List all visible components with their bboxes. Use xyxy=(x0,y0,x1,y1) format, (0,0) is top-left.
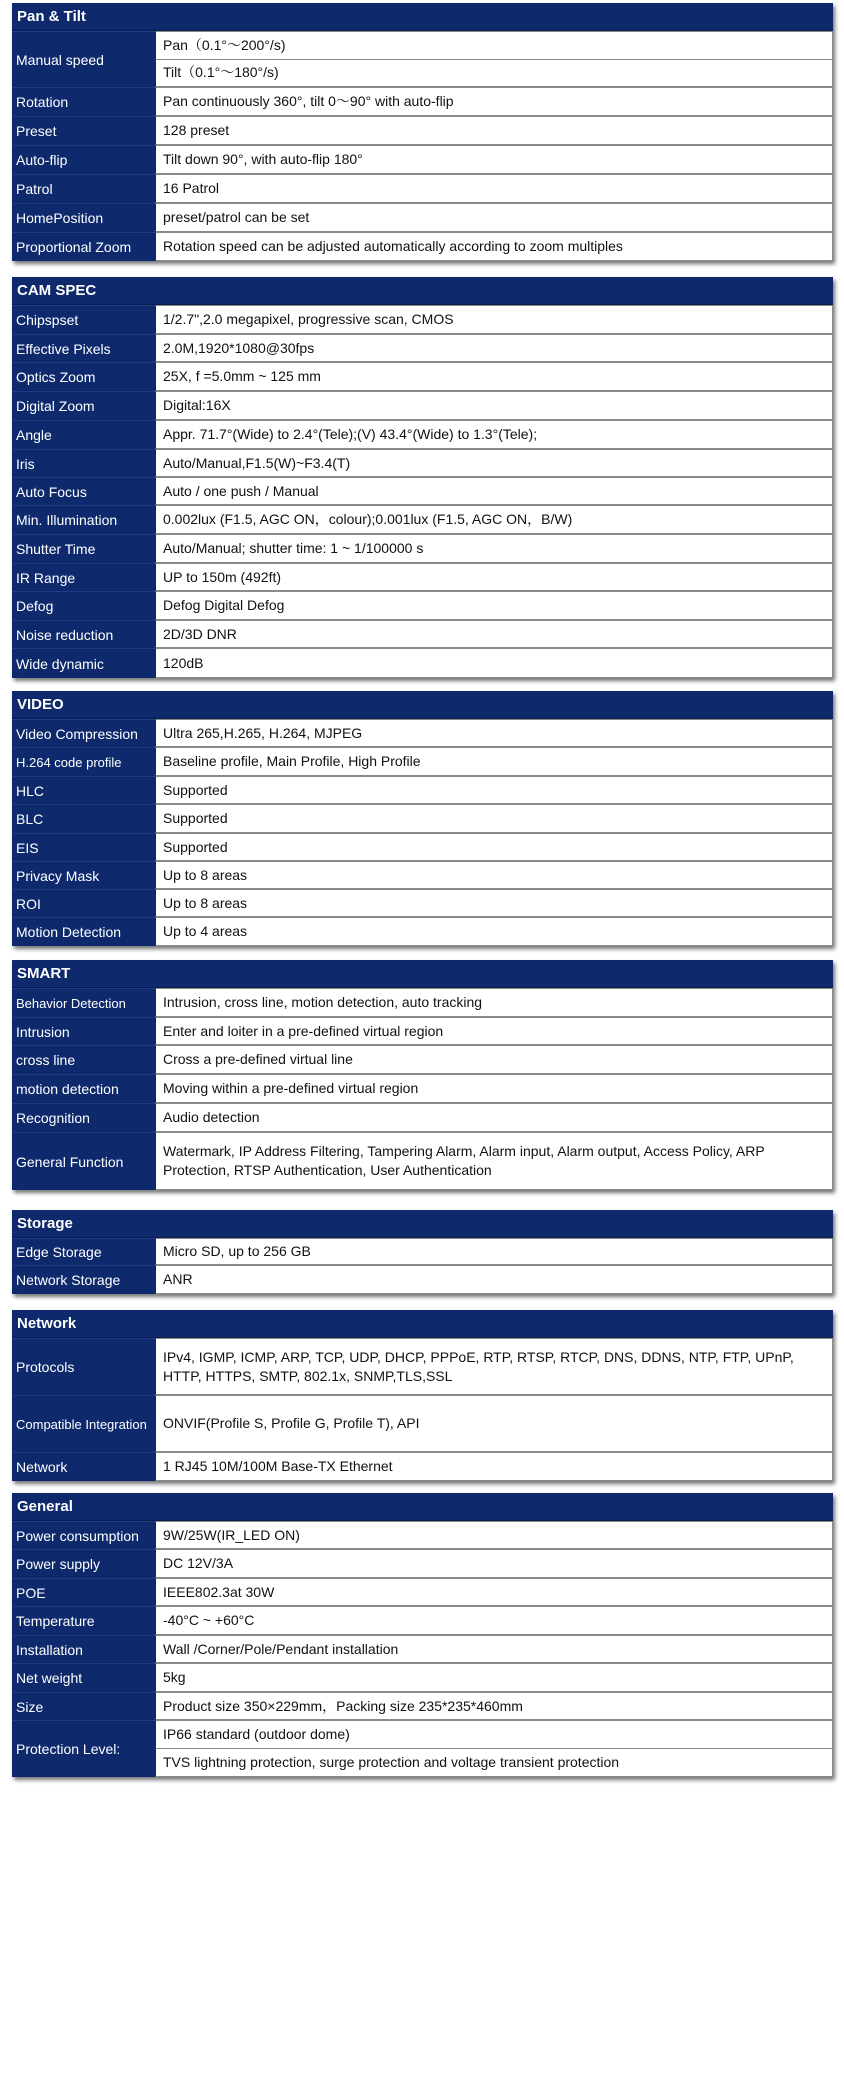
spec-value: Pan continuously 360°, tilt 0～90° with auto-flip xyxy=(155,87,833,116)
spec-value: Watermark, IP Address Filtering, Tampering Alarm, Alarm input, Alarm output, Access Policy, ARP Protection, RTSP Authentication, User Authentication xyxy=(155,1132,833,1190)
spec-row-protection-level xyxy=(12,1720,833,1777)
spec-values xyxy=(155,861,833,889)
spec-row-temperature xyxy=(12,1606,833,1635)
spec-row-compatible-integration xyxy=(12,1395,833,1452)
spec-row-manual-speed xyxy=(12,31,833,87)
spec-label: Patrol xyxy=(12,174,155,203)
spec-values xyxy=(155,420,833,449)
spec-values xyxy=(155,1452,833,1481)
spec-label: Auto Focus xyxy=(12,477,155,505)
spec-value: 16 Patrol xyxy=(155,174,833,203)
spec-row-net-weight xyxy=(12,1663,833,1692)
spec-row-chipspset xyxy=(12,305,833,334)
spec-value: 120dB xyxy=(155,648,833,678)
spec-label: Installation xyxy=(12,1635,155,1663)
spec-value: 25X, f =5.0mm ~ 125 mm xyxy=(155,362,833,391)
spec-label: Net weight xyxy=(12,1663,155,1692)
spec-values xyxy=(155,1606,833,1635)
spec-label: EIS xyxy=(12,833,155,861)
spec-row-preset xyxy=(12,116,833,145)
spec-values xyxy=(155,203,833,232)
spec-label: Shutter Time xyxy=(12,534,155,563)
spec-row-general-function xyxy=(12,1132,833,1190)
spec-row-defog xyxy=(12,591,833,620)
spec-row-optics-zoom xyxy=(12,362,833,391)
spec-label: Proportional Zoom xyxy=(12,232,155,261)
spec-values xyxy=(155,1635,833,1663)
spec-value: Wall /Corner/Pole/Pendant installation xyxy=(155,1635,833,1663)
spec-value: Cross a pre-defined virtual line xyxy=(155,1045,833,1074)
spec-label: Wide dynamic xyxy=(12,648,155,678)
section-cam-spec xyxy=(12,277,833,678)
spec-label: Rotation xyxy=(12,87,155,116)
spec-value: Tilt down 90°, with auto-flip 180° xyxy=(155,145,833,174)
spec-values xyxy=(155,1265,833,1294)
spec-row-blc xyxy=(12,804,833,833)
spec-label: Video Compression xyxy=(12,719,155,747)
section-title: SMART xyxy=(12,960,833,988)
spec-label: POE xyxy=(12,1578,155,1606)
spec-value: Up to 8 areas xyxy=(155,889,833,917)
spec-row-angle xyxy=(12,420,833,449)
spec-row-iris xyxy=(12,449,833,477)
spec-value: TVS lightning protection, surge protection and voltage transient protection xyxy=(155,1749,833,1777)
spec-value: Product size 350×229mm，Packing size 235*235*460mm xyxy=(155,1692,833,1720)
spec-value: IP66 standard (outdoor dome) xyxy=(155,1720,833,1749)
spec-values xyxy=(155,1521,833,1549)
spec-label: BLC xyxy=(12,804,155,833)
spec-values xyxy=(155,988,833,1017)
spec-row-ir-range xyxy=(12,563,833,591)
spec-value: Supported xyxy=(155,833,833,861)
spec-row-motion-detection xyxy=(12,1074,833,1103)
spec-value: Digital:16X xyxy=(155,391,833,420)
spec-values xyxy=(155,1017,833,1045)
spec-row-network-storage xyxy=(12,1265,833,1294)
spec-row-size xyxy=(12,1692,833,1720)
spec-label: Power supply xyxy=(12,1549,155,1578)
spec-label: Compatible Integration xyxy=(12,1395,155,1452)
spec-value: ANR xyxy=(155,1265,833,1294)
spec-row-auto-focus xyxy=(12,477,833,505)
spec-row-eis xyxy=(12,833,833,861)
spec-row-digital-zoom xyxy=(12,391,833,420)
spec-value: Enter and loiter in a pre-defined virtual region xyxy=(155,1017,833,1045)
spec-values xyxy=(155,1663,833,1692)
spec-values xyxy=(155,391,833,420)
spec-row-video-compression xyxy=(12,719,833,747)
spec-label: Iris xyxy=(12,449,155,477)
spec-label: Min. Illumination xyxy=(12,505,155,534)
spec-value: 2D/3D DNR xyxy=(155,620,833,648)
spec-values xyxy=(155,534,833,563)
spec-row-edge-storage xyxy=(12,1238,833,1265)
spec-label: Defog xyxy=(12,591,155,620)
spec-values xyxy=(155,174,833,203)
spec-row-intrusion xyxy=(12,1017,833,1045)
spec-label: Temperature xyxy=(12,1606,155,1635)
spec-label: General Function xyxy=(12,1132,155,1190)
spec-values xyxy=(155,305,833,334)
spec-row-h-264-code-profile xyxy=(12,747,833,776)
spec-values xyxy=(155,833,833,861)
spec-values xyxy=(155,232,833,261)
spec-value: IEEE802.3at 30W xyxy=(155,1578,833,1606)
spec-value: Defog Digital Defog xyxy=(155,591,833,620)
spec-values xyxy=(155,87,833,116)
spec-row-behavior-detection xyxy=(12,988,833,1017)
spec-row-auto-flip xyxy=(12,145,833,174)
spec-values xyxy=(155,917,833,946)
spec-value: DC 12V/3A xyxy=(155,1549,833,1578)
spec-row-privacy-mask xyxy=(12,861,833,889)
spec-value: 2.0M,1920*1080@30fps xyxy=(155,334,833,362)
spec-values xyxy=(155,1578,833,1606)
spec-value: Audio detection xyxy=(155,1103,833,1132)
spec-label: ROI xyxy=(12,889,155,917)
spec-row-power-consumption xyxy=(12,1521,833,1549)
spec-value: Pan（0.1°～200°/s) xyxy=(155,31,833,60)
spec-value: Appr. 71.7°(Wide) to 2.4°(Tele);(V) 43.4°(Wide) to 1.3°(Tele); xyxy=(155,420,833,449)
spec-label: Optics Zoom xyxy=(12,362,155,391)
section-storage xyxy=(12,1210,833,1294)
section-network xyxy=(12,1310,833,1481)
spec-value: IPv4, IGMP, ICMP, ARP, TCP, UDP, DHCP, PPPoE, RTP, RTSP, RTCP, DNS, DDNS, NTP, FTP, UPnP, HTTP, HTTPS, SMTP, 802.1x, SNMP,TLS,SSL xyxy=(155,1338,833,1395)
spec-row-rotation xyxy=(12,87,833,116)
spec-value: Up to 8 areas xyxy=(155,861,833,889)
spec-label: Digital Zoom xyxy=(12,391,155,420)
spec-row-effective-pixels xyxy=(12,334,833,362)
spec-values xyxy=(155,776,833,804)
spec-values xyxy=(155,1045,833,1074)
spec-label: Protection Level: xyxy=(12,1720,155,1777)
section-video xyxy=(12,691,833,946)
spec-value: Auto / one push / Manual xyxy=(155,477,833,505)
spec-values xyxy=(155,747,833,776)
spec-label: Preset xyxy=(12,116,155,145)
spec-label: Behavior Detection xyxy=(12,988,155,1017)
spec-label: HomePosition xyxy=(12,203,155,232)
spec-label: Manual speed xyxy=(12,31,155,87)
spec-label: HLC xyxy=(12,776,155,804)
spec-label: Size xyxy=(12,1692,155,1720)
spec-values xyxy=(155,889,833,917)
spec-label: H.264 code profile xyxy=(12,747,155,776)
spec-value: Micro SD, up to 256 GB xyxy=(155,1238,833,1265)
spec-values xyxy=(155,449,833,477)
section-title: General xyxy=(12,1493,833,1521)
spec-row-noise-reduction xyxy=(12,620,833,648)
section-title: Pan & Tilt xyxy=(12,3,833,31)
spec-values xyxy=(155,362,833,391)
spec-value: 1/2.7",2.0 megapixel, progressive scan, CMOS xyxy=(155,305,833,334)
spec-row-motion-detection xyxy=(12,917,833,946)
section-title: Storage xyxy=(12,1210,833,1238)
spec-label: Effective Pixels xyxy=(12,334,155,362)
spec-label: Motion Detection xyxy=(12,917,155,946)
section-general xyxy=(12,1493,833,1777)
section-smart xyxy=(12,960,833,1190)
spec-row-wide-dynamic xyxy=(12,648,833,678)
spec-value: UP to 150m (492ft) xyxy=(155,563,833,591)
spec-label: cross line xyxy=(12,1045,155,1074)
spec-values xyxy=(155,563,833,591)
spec-label: Recognition xyxy=(12,1103,155,1132)
spec-label: Privacy Mask xyxy=(12,861,155,889)
spec-value: Tilt（0.1°～180°/s) xyxy=(155,60,833,88)
spec-row-installation xyxy=(12,1635,833,1663)
spec-values xyxy=(155,505,833,534)
spec-values xyxy=(155,116,833,145)
spec-values xyxy=(155,1074,833,1103)
section-title: VIDEO xyxy=(12,691,833,719)
spec-row-power-supply xyxy=(12,1549,833,1578)
spec-label: Network Storage xyxy=(12,1265,155,1294)
spec-values xyxy=(155,1103,833,1132)
spec-value: Moving within a pre-defined virtual region xyxy=(155,1074,833,1103)
spec-row-hlc xyxy=(12,776,833,804)
spec-values xyxy=(155,804,833,833)
spec-row-shutter-time xyxy=(12,534,833,563)
spec-values xyxy=(155,1238,833,1265)
spec-value: Rotation speed can be adjusted automatically according to zoom multiples xyxy=(155,232,833,261)
spec-values xyxy=(155,1549,833,1578)
spec-label: Auto-flip xyxy=(12,145,155,174)
spec-value: 128 preset xyxy=(155,116,833,145)
spec-values xyxy=(155,591,833,620)
spec-values xyxy=(155,1720,833,1777)
spec-values xyxy=(155,477,833,505)
spec-row-network xyxy=(12,1452,833,1481)
spec-row-roi xyxy=(12,889,833,917)
spec-values xyxy=(155,1132,833,1190)
spec-value: 0.002lux (F1.5, AGC ON，colour);0.001lux (F1.5, AGC ON，B/W) xyxy=(155,505,833,534)
spec-values xyxy=(155,620,833,648)
spec-label: Power consumption xyxy=(12,1521,155,1549)
spec-values xyxy=(155,1395,833,1452)
section-pan-tilt xyxy=(12,3,833,261)
spec-row-poe xyxy=(12,1578,833,1606)
spec-value: Auto/Manual,F1.5(W)~F3.4(T) xyxy=(155,449,833,477)
spec-values xyxy=(155,334,833,362)
spec-row-min-illumination xyxy=(12,505,833,534)
spec-value: Ultra 265,H.265, H.264, MJPEG xyxy=(155,719,833,747)
spec-values xyxy=(155,1338,833,1395)
spec-label: Noise reduction xyxy=(12,620,155,648)
spec-value: Baseline profile, Main Profile, High Profile xyxy=(155,747,833,776)
spec-label: Protocols xyxy=(12,1338,155,1395)
spec-label: Angle xyxy=(12,420,155,449)
spec-label: Intrusion xyxy=(12,1017,155,1045)
spec-row-patrol xyxy=(12,174,833,203)
spec-label: Chipspset xyxy=(12,305,155,334)
spec-row-cross-line xyxy=(12,1045,833,1074)
spec-value: Up to 4 areas xyxy=(155,917,833,946)
spec-value: ONVIF(Profile S, Profile G, Profile T), API xyxy=(155,1395,833,1452)
spec-label: Edge Storage xyxy=(12,1238,155,1265)
spec-row-protocols xyxy=(12,1338,833,1395)
spec-value: -40°C ~ +60°C xyxy=(155,1606,833,1635)
spec-value: Auto/Manual; shutter time: 1 ~ 1/100000 s xyxy=(155,534,833,563)
section-title: Network xyxy=(12,1310,833,1338)
spec-values xyxy=(155,719,833,747)
spec-value: preset/patrol can be set xyxy=(155,203,833,232)
spec-values xyxy=(155,145,833,174)
spec-label: motion detection xyxy=(12,1074,155,1103)
spec-values xyxy=(155,1692,833,1720)
spec-values xyxy=(155,31,833,87)
section-title: CAM SPEC xyxy=(12,277,833,305)
spec-value: 1 RJ45 10M/100M Base-TX Ethernet xyxy=(155,1452,833,1481)
spec-value: Supported xyxy=(155,776,833,804)
spec-label: IR Range xyxy=(12,563,155,591)
spec-row-homeposition xyxy=(12,203,833,232)
spec-values xyxy=(155,648,833,678)
spec-value: Supported xyxy=(155,804,833,833)
spec-value: Intrusion, cross line, motion detection, auto tracking xyxy=(155,988,833,1017)
spec-value: 9W/25W(IR_LED ON) xyxy=(155,1521,833,1549)
spec-value: 5kg xyxy=(155,1663,833,1692)
spec-row-proportional-zoom xyxy=(12,232,833,261)
spec-label: Network xyxy=(12,1452,155,1481)
spec-row-recognition xyxy=(12,1103,833,1132)
